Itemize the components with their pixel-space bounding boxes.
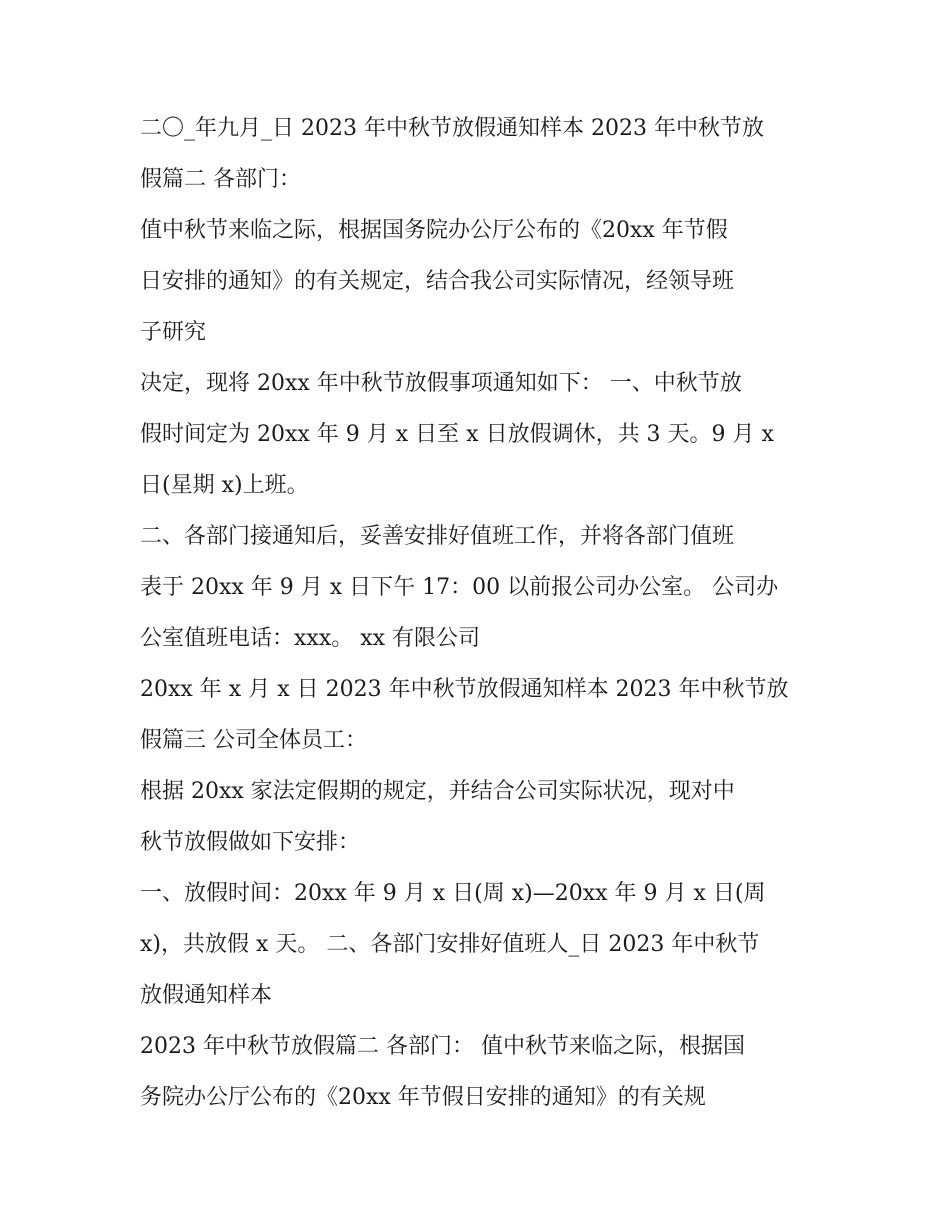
text-line-7: 假时间定为 20xx 年 9 月 x 日至 x 日放假调休，共 3 天。9 月 x [140, 422, 774, 447]
text-line-3: 值中秋节来临之际，根据国务院办公厅公布的《20xx 年节假 [140, 218, 728, 243]
text-line-18: 放假通知样本 [140, 983, 273, 1008]
text-line-15: 秋节放假做如下安排： [140, 830, 361, 855]
text-line-16: 一、放假时间：20xx 年 9 月 x 日(周 x)—20xx 年 9 月 x 日(周 [140, 881, 766, 906]
text-line-12: 20xx 年 x 月 x 日 2023 年中秋节放假通知样本 2023 年中秋节放 [140, 677, 789, 702]
text-line-4: 日安排的通知》的有关规定，结合我公司实际情况，经领导班 [140, 269, 735, 294]
text-line-13: 假篇三 公司全体员工： [140, 728, 367, 753]
text-line-10: 表于 20xx 年 9 月 x 日下午 17：00 以前报公司办公室。 公司办 [140, 575, 779, 600]
text-line-11: 公室值班电话：xxx。 xx 有限公司 [140, 626, 481, 651]
text-line-17: x)，共放假 x 天。 二、各部门安排好值班人_日 2023 年中秋节 [140, 932, 760, 957]
text-line-20: 务院办公厅公布的《20xx 年节假日安排的通知》的有关规 [140, 1085, 706, 1110]
text-line-8: 日(星期 x)上班。 [140, 473, 309, 498]
text-line-14: 根据 20xx 家法定假期的规定，并结合公司实际状况，现对中 [140, 779, 735, 804]
text-line-19: 2023 年中秋节放假篇二 各部门： 值中秋节来临之际，根据国 [140, 1034, 745, 1059]
text-line-2: 假篇二 各部门： [140, 167, 301, 192]
text-line-1: 二〇_年九月_日 2023 年中秋节放假通知样本 2023 年中秋节放 [140, 116, 764, 141]
document-body [140, 103, 820, 1123]
text-line-9: 二、各部门接通知后，妥善安排好值班工作，并将各部门值班 [140, 524, 735, 549]
text-line-5: 子研究 [140, 320, 207, 345]
text-line-6: 决定，现将 20xx 年中秋节放假事项通知如下： 一、中秋节放 [140, 371, 742, 396]
